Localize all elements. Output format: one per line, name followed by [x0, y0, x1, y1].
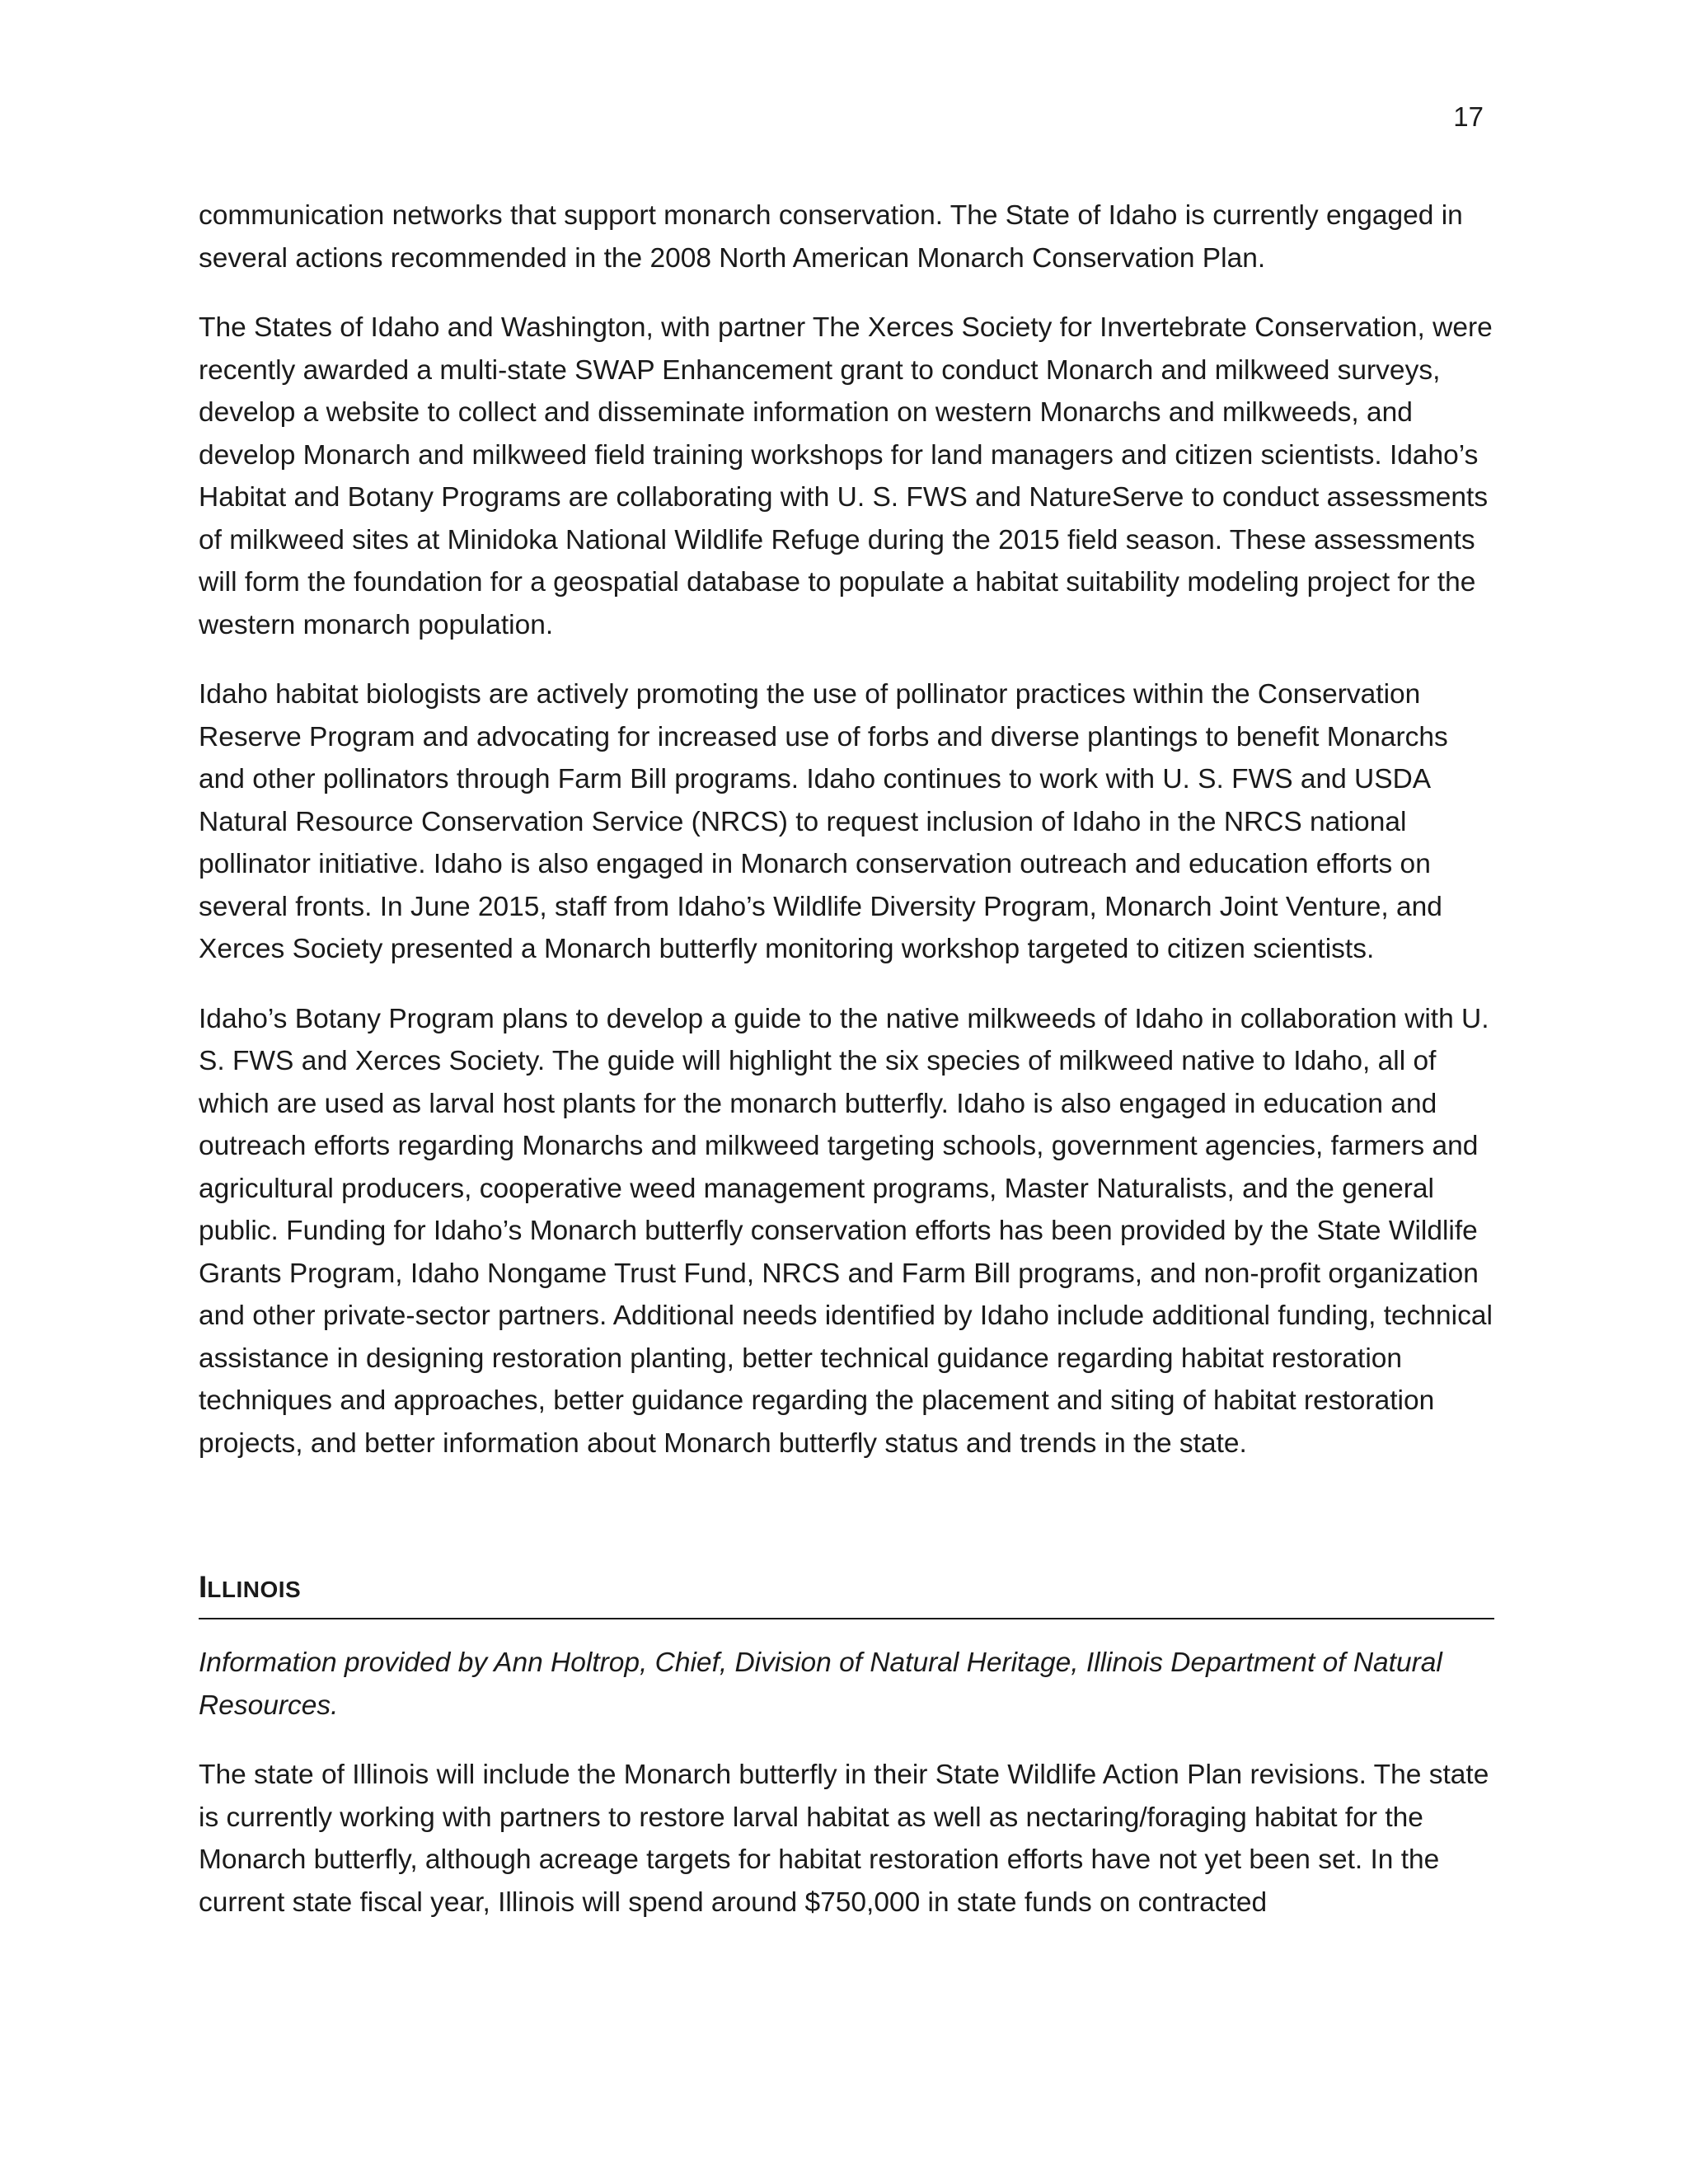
heading-rest: LLINOIS: [207, 1577, 302, 1602]
paragraph-idaho-3: Idaho habitat biologists are actively promoting the use of pollinator practices within the Conservation Reserve Program and advocating for increased use of forbs and diverse plantings to benefit Monarchs and other pollinators through Farm Bill programs. Idaho continues to work with U. S. FWS and USDA Natural Resource Conservation Service (NRCS) to request inclusion of Idaho in the NRCS national pollinator initiative. Idaho is also engaged in Monarch conservation outreach and education efforts on several fronts. In June 2015, staff from Idaho’s Wildlife Diversity Program, Monarch Joint Venture, and Xerces Society presented a Monarch butterfly monitoring workshop targeted to citizen scientists.: [199, 679, 1448, 964]
paragraph-idaho-1: communication networks that support monarch conservation. The State of Idaho is currently engaged in several actions recommended in the 2008 North American Monarch Conservation Plan.: [199, 200, 1463, 274]
paragraph-illinois-1: The state of Illinois will include the Monarch butterfly in their State Wildlife Action Plan revisions. The state is currently working with partners to restore larval habitat as well as nectaring/foraging habitat for the Monarch butterfly, although acreage targets for habitat restoration efforts have not yet been set. In the current state fiscal year, Illinois will spend around $750,000 in state funds on contracted: [199, 1760, 1489, 1918]
page-number: 17: [1453, 101, 1484, 132]
illinois-attribution: Information provided by Ann Holtrop, Chief, Division of Natural Heritage, Illinois Department of Natural Resources.: [199, 1647, 1442, 1721]
page-content: [199, 194, 1494, 1951]
section-heading-illinois: [199, 1568, 1494, 1619]
paragraph-idaho-2: The States of Idaho and Washington, with partner The Xerces Society for Invertebrate Conservation, were recently awarded a multi-state SWAP Enhancement grant to conduct Monarch and milkweed surveys, develop a website to collect and disseminate information on western Monarchs and milkweeds, and develop Monarch and milkweed field training workshops for land managers and citizen scientists. Idaho’s Habitat and Botany Programs are collaborating with U. S. FWS and NatureServe to conduct assessments of milkweed sites at Minidoka National Wildlife Refuge during the 2015 field season. These assessments will form the foundation for a geospatial database to populate a habitat suitability modeling project for the western monarch population.: [199, 312, 1493, 640]
paragraph-idaho-4: Idaho’s Botany Program plans to develop a guide to the native milkweeds of Idaho in collaboration with U. S. FWS and Xerces Society. The guide will highlight the six species of milkweed native to Idaho, all of which are used as larval host plants for the monarch butterfly. Idaho is also engaged in education and outreach efforts regarding Monarchs and milkweed targeting schools, government agencies, farmers and agricultural producers, cooperative weed management programs, Master Naturalists, and the general public. Funding for Idaho’s Monarch butterfly conservation efforts has been provided by the State Wildlife Grants Program, Idaho Nongame Trust Fund, NRCS and Farm Bill programs, and non-profit organization and other private-sector partners. Additional needs identified by Idaho include additional funding, technical assistance in designing restoration planting, better technical guidance regarding habitat restoration techniques and approaches, better guidance regarding the placement and siting of habitat restoration projects, and better information about Monarch butterfly status and trends in the state.: [199, 1003, 1493, 1459]
heading-initial: I: [199, 1570, 208, 1604]
